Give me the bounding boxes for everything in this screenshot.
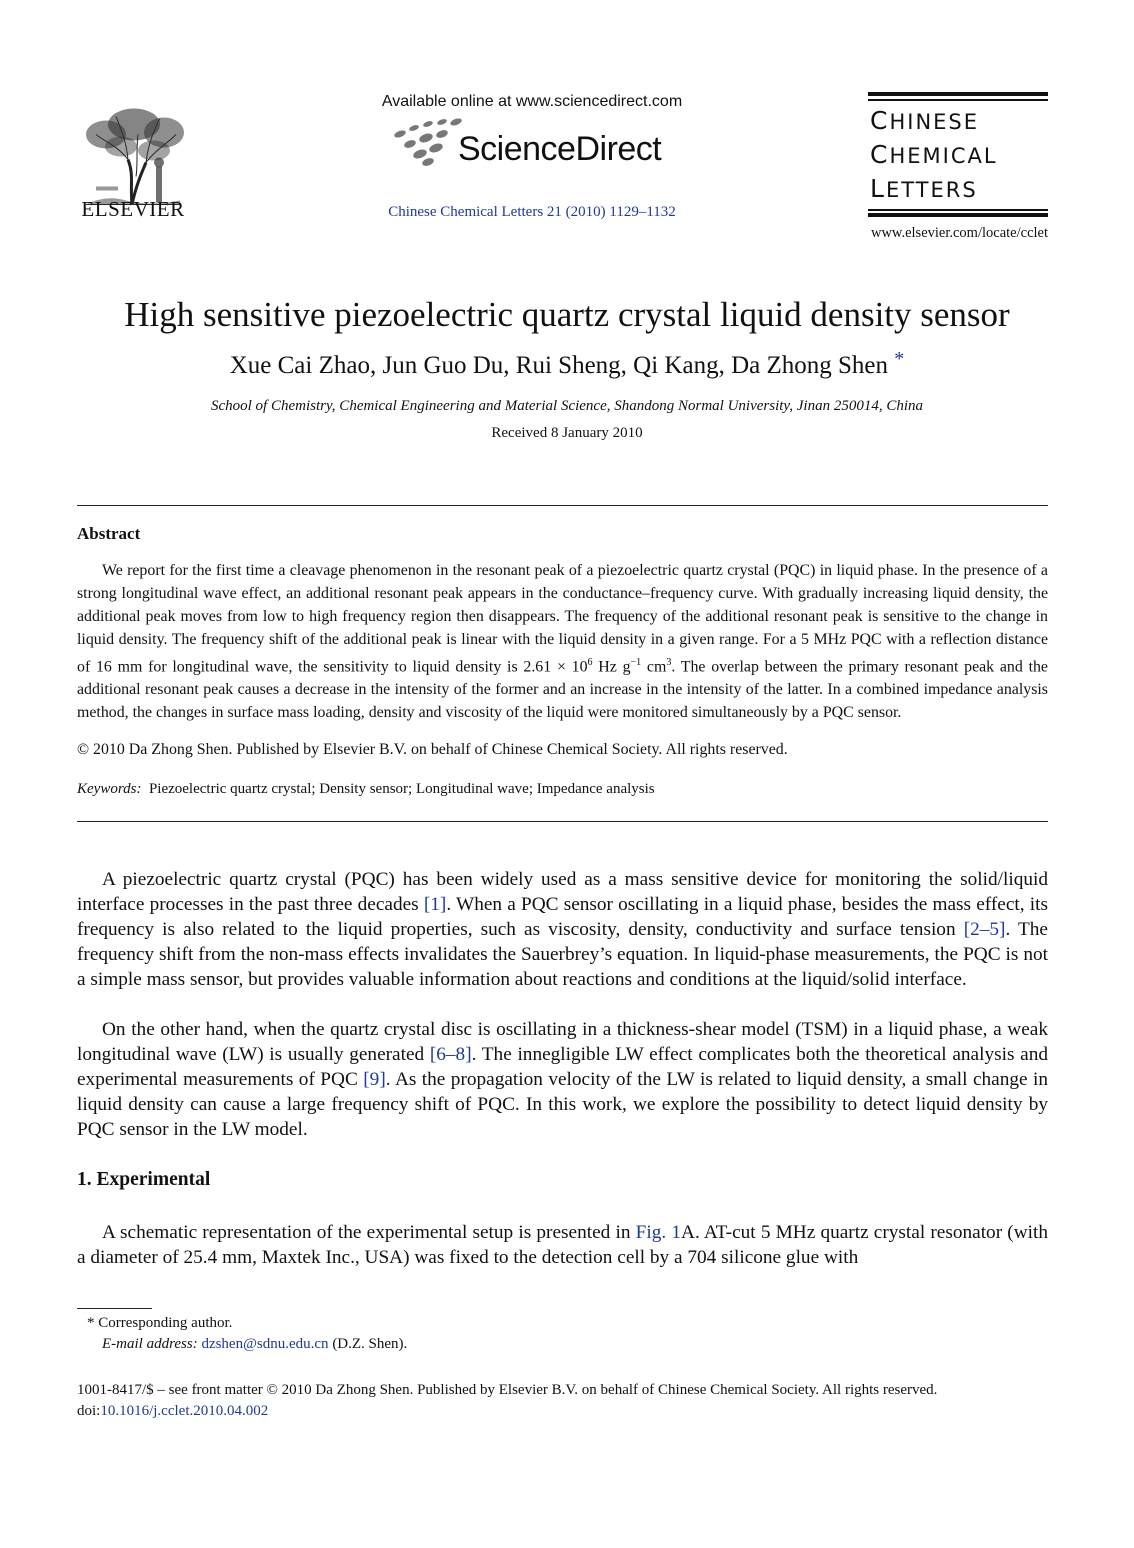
email-label: E-mail address: — [102, 1336, 198, 1352]
corresponding-author-link[interactable]: * — [894, 348, 905, 370]
elsevier-wordmark: ELSEVIER — [81, 197, 185, 221]
abstract-unit: Hz g — [592, 658, 631, 676]
text: On the other hand, when the quartz crystal disc is oscillating in a thickness-shear model (TSM) in a liquid phase, a weak longitudinal wave (LW) is usually generated — [77, 1019, 1048, 1065]
citation-link[interactable]: [6–8] — [429, 1044, 472, 1065]
available-online-text: Available online at www.sciencedirect.com — [381, 93, 683, 110]
text: . As the propagation velocity of the LW is related to liquid density, a small change in liquid density can cause a large frequency shift of PQC. In this work, we explore the possibility to detect liquid density by PQC sensor in the LW model. — [77, 1069, 1048, 1140]
keywords-label: Keywords: — [77, 781, 142, 797]
abstract-body — [77, 559, 1048, 724]
email-note — [102, 1336, 407, 1353]
text: . When a PQC sensor oscillating in a liquid phase, besides the mass effect, its frequency is also related to the liquid properties, such as viscosity, density, conductivity and surface tension — [77, 894, 1048, 940]
text: . The frequency shift from the non-mass effects invalidates the Sauerbrey’s equation. In liquid-phase measurements, the PQC is not a simple mass sensor, but provides valuable information about reactions and conditions at the liquid/solid interface. — [77, 919, 1048, 990]
keywords — [77, 781, 655, 798]
text: A schematic representation of the experimental setup is presented in — [102, 1222, 636, 1243]
author-names: Xue Cai Zhao, Jun Guo Du, Rui Sheng, Qi Kang, Da Zhong Shen — [229, 352, 888, 379]
corresponding-author-note: * Corresponding author. — [87, 1315, 233, 1331]
citation-link[interactable]: [2–5] — [963, 919, 1006, 940]
section-heading: 1. Experimental — [77, 1169, 211, 1190]
abstract-sup: 3 — [666, 657, 672, 668]
body-paragraph-2 — [77, 1017, 1048, 1142]
text: A. AT-cut 5 MHz quartz crystal resonator (with a diameter of 25.4 mm, Maxtek Inc., USA) was fixed to the detection cell by a 704 silicone glue with — [77, 1222, 1048, 1268]
divider — [77, 821, 1048, 822]
abstract-heading: Abstract — [77, 524, 141, 543]
citation-link[interactable]: [9] — [363, 1069, 386, 1090]
journal-logo — [868, 92, 1048, 220]
body-paragraph-1 — [77, 867, 1048, 992]
footnote-divider — [77, 1308, 152, 1309]
text: A piezoelectric quartz crystal (PQC) has been widely used as a mass sensitive device for monitoring the solid/liquid interface processes in the past three decades — [77, 869, 1048, 915]
received-date: Received 8 January 2010 — [491, 425, 643, 441]
figure-link[interactable]: Fig. 1 — [635, 1222, 682, 1243]
abstract-sup: −1 — [630, 657, 642, 668]
abstract-text-1: We report for the first time a cleavage phenomenon in the resonant peak of a piezoelectric quartz crystal (PQC) in liquid phase. In the presence of a strong longitudinal wave effect, an additional resonant peak appears in the conductance–frequency curve. With gradually increasing liquid density, the additional peak moves from low to high frequency region then disappears. The frequency of the additional resonant peak is sensitive to the change in liquid density. The frequency shift of the additional peak is linear with the liquid density in a given range. For a 5 MHz PQC with a reflection distance of 16 mm for longitudinal wave, the sensitivity to liquid density is 2.61 × 10 — [77, 562, 1048, 676]
doi-line — [77, 1403, 268, 1420]
keywords-list: Piezoelectric quartz crystal; Density sensor; Longitudinal wave; Impedance analysis — [148, 781, 655, 797]
article-title: High sensitive piezoelectric quartz crystal liquid density sensor — [124, 295, 1010, 334]
divider — [77, 505, 1048, 506]
abstract-text-2: . The overlap between the primary resonant peak and the additional resonant peak causes a decrease in the intensity of the former and an increase in the intensity of the latter. In a combined impedance analysis method, the changes in surface mass loading, density and viscosity of the liquid were monitored simultaneously by a PQC sensor. — [77, 658, 1048, 722]
email-suffix: (D.Z. Shen). — [328, 1336, 408, 1352]
abstract-copyright: © 2010 Da Zhong Shen. Published by Elsevier B.V. on behalf of Chinese Chemical Society. All rights reserved. — [77, 741, 788, 758]
citation-link[interactable]: [1] — [423, 894, 447, 915]
sciencedirect-wordmark: ScienceDirect — [458, 130, 662, 168]
abstract-sup: 6 — [587, 657, 593, 668]
abstract-unit: cm — [641, 658, 667, 676]
affiliation: School of Chemistry, Chemical Engineering and Material Science, Shandong Normal University, Jinan 250014, China — [210, 398, 923, 414]
journal-logo-line-2: CHEMICAL — [870, 140, 998, 169]
journal-logo-line-3: LETTERS — [870, 174, 978, 203]
doi-label: doi: — [77, 1403, 101, 1419]
doi-link[interactable]: 10.1016/j.cclet.2010.04.002 — [100, 1403, 269, 1419]
journal-reference-link[interactable]: Chinese Chemical Letters 21 (2010) 1129–1132 — [388, 204, 676, 220]
body-paragraph-3 — [77, 1220, 1048, 1270]
author-list — [0, 348, 1134, 380]
journal-url: www.elsevier.com/locate/cclet — [870, 225, 1048, 241]
email-link[interactable]: dzshen@sdnu.edu.cn — [201, 1336, 329, 1352]
journal-logo-line-1: CHINESE — [870, 106, 980, 135]
front-matter-line: 1001-8417/$ – see front matter © 2010 Da Zhong Shen. Published by Elsevier B.V. on behalf of Chinese Chemical Society. All rights reserved. — [77, 1382, 938, 1398]
text: . The innegligible LW effect complicates both the theoretical analysis and experimental measurements of PQC — [77, 1044, 1048, 1090]
